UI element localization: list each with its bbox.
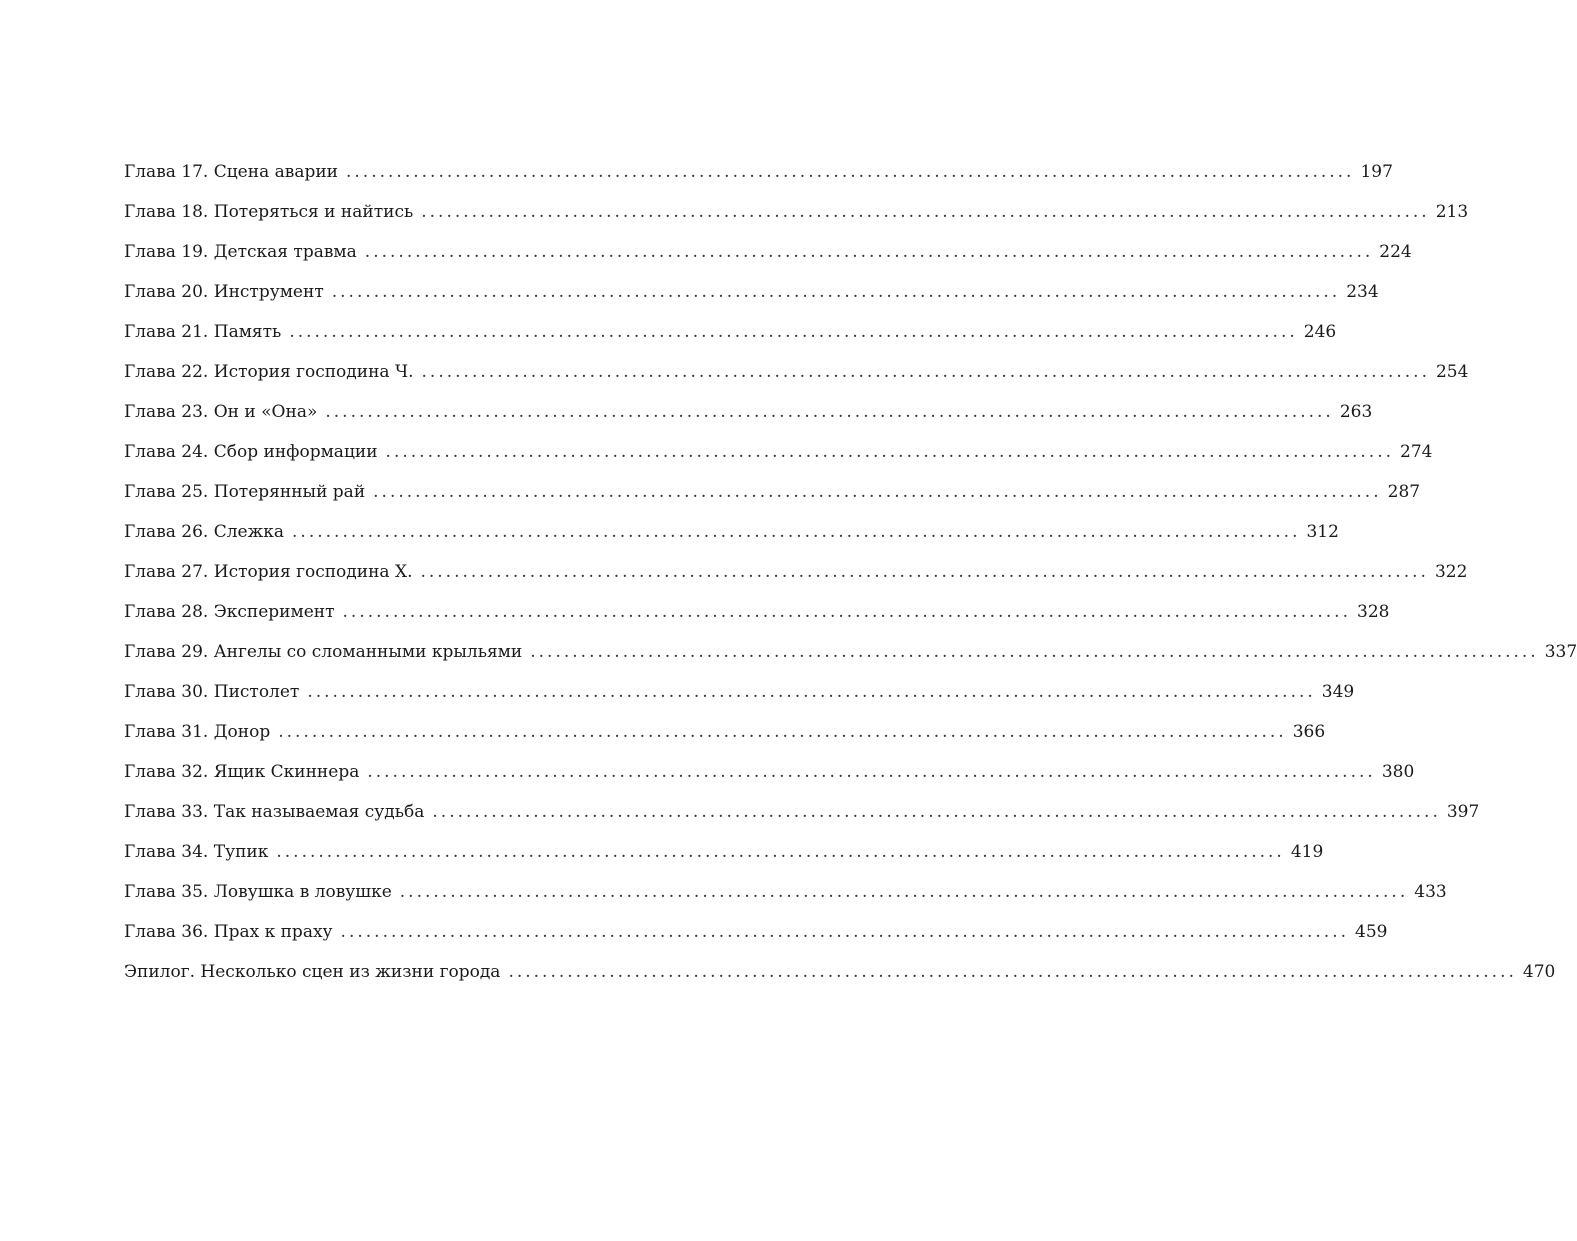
toc-entry-title: Глава 29. Ангелы со сломанными крыльями [124, 642, 523, 662]
toc-leader-dots: ........................................................................................................................ [346, 162, 1355, 182]
toc-leader-dots: ........................................................................................................................ [364, 242, 1374, 262]
toc-entry[interactable] [124, 320, 1337, 360]
toc-entry[interactable] [124, 840, 1324, 880]
toc-entry[interactable] [124, 640, 1577, 680]
toc-entry[interactable] [124, 720, 1326, 760]
toc-leader-dots: ........................................................................................................................ [399, 882, 1409, 902]
toc-entry[interactable] [124, 200, 1469, 240]
toc-entry-title: Глава 17. Сцена аварии [124, 162, 338, 182]
toc-leader-dots: ........................................................................................................................ [278, 722, 1287, 742]
toc-entry-page: 349 [1321, 682, 1355, 702]
toc-entry-page: 419 [1290, 842, 1324, 862]
toc-leader-dots: ........................................................................................................................ [385, 442, 1395, 462]
toc-entry-page: 380 [1381, 762, 1415, 782]
toc-entry[interactable] [124, 480, 1421, 520]
toc-entry[interactable] [124, 760, 1415, 800]
toc-leader-dots: ........................................................................................................................ [420, 562, 1429, 582]
toc-entry-page: 366 [1292, 722, 1326, 742]
toc-entry[interactable] [124, 920, 1388, 960]
toc-entry-page: 246 [1303, 322, 1337, 342]
toc-entry-title: Глава 23. Он и «Она» [124, 402, 318, 422]
toc-leader-dots: ........................................................................................................................ [325, 402, 1334, 422]
toc-entry-page: 234 [1346, 282, 1379, 302]
toc-entry-title: Глава 30. Пистолет [124, 682, 300, 702]
toc-leader-dots: ........................................................................................................................ [342, 602, 1351, 622]
toc-entry-title: Глава 20. Инструмент [124, 282, 324, 302]
toc-entry-page: 337 [1544, 642, 1577, 662]
toc-entry-page: 397 [1446, 802, 1480, 822]
toc-entry-title: Глава 34. Тупик [124, 842, 269, 862]
toc-entry[interactable] [124, 240, 1412, 280]
toc-entry[interactable] [124, 680, 1355, 720]
toc-entry-title: Глава 18. Потеряться и найтись [124, 202, 414, 222]
toc-entry-page: 433 [1414, 882, 1447, 902]
toc-entry[interactable] [124, 960, 1556, 1000]
toc-leader-dots: ........................................................................................................................ [292, 522, 1301, 542]
toc-entry[interactable] [124, 600, 1390, 640]
toc-entry[interactable] [124, 400, 1373, 440]
toc-entry-page: 213 [1435, 202, 1469, 222]
toc-leader-dots: ........................................................................................................................ [421, 362, 1430, 382]
toc-entry-title: Глава 28. Эксперимент [124, 602, 335, 622]
toc-entry[interactable] [124, 440, 1433, 480]
toc-leader-dots: ........................................................................................................................ [331, 282, 1341, 302]
toc-entry-page: 312 [1306, 522, 1339, 542]
toc-entry-page: 470 [1522, 962, 1556, 982]
toc-entry-title: Глава 33. Так называемая судьба [124, 802, 425, 822]
toc-entry-title: Глава 31. Донор [124, 722, 271, 742]
toc-entry-page: 459 [1355, 922, 1388, 942]
toc-entry-title: Глава 21. Память [124, 322, 282, 342]
toc-entry-title: Эпилог. Несколько сцен из жизни города [124, 962, 501, 982]
toc-entry[interactable] [124, 160, 1393, 200]
toc-leader-dots: ........................................................................................................................ [432, 802, 1441, 822]
toc-leader-dots: ........................................................................................................................ [530, 642, 1539, 662]
toc-entry-title: Глава 27. История господина Х. [124, 562, 413, 582]
toc-entry[interactable] [124, 360, 1469, 400]
toc-entry-page: 263 [1339, 402, 1373, 422]
toc-leader-dots: ........................................................................................................................ [340, 922, 1350, 942]
toc-entry-title: Глава 19. Детская травма [124, 242, 357, 262]
toc-entry-title: Глава 22. История господина Ч. [124, 362, 414, 382]
toc-entry-title: Глава 24. Сбор информации [124, 442, 378, 462]
toc-leader-dots: ........................................................................................................................ [307, 682, 1316, 702]
toc-entry-title: Глава 25. Потерянный рай [124, 482, 366, 502]
toc-entry[interactable] [124, 560, 1468, 600]
toc-leader-dots: ........................................................................................................................ [367, 762, 1376, 782]
toc-entry-title: Глава 36. Прах к праху [124, 922, 333, 942]
toc-leader-dots: ........................................................................................................................ [289, 322, 1298, 342]
toc-entry-page: 287 [1387, 482, 1421, 502]
toc-entry-title: Глава 35. Ловушка в ловушке [124, 882, 392, 902]
table-of-contents [124, 160, 1577, 1000]
toc-entry-page: 328 [1357, 602, 1390, 622]
toc-entry-page: 322 [1434, 562, 1468, 582]
toc-entry[interactable] [124, 280, 1379, 320]
toc-entry-title: Глава 26. Слежка [124, 522, 285, 542]
toc-entry[interactable] [124, 800, 1480, 840]
toc-leader-dots: ........................................................................................................................ [373, 482, 1382, 502]
toc-entry-page: 254 [1435, 362, 1469, 382]
toc-leader-dots: ........................................................................................................................ [276, 842, 1285, 862]
toc-entry-title: Глава 32. Ящик Скиннера [124, 762, 360, 782]
toc-entry[interactable] [124, 880, 1447, 920]
toc-leader-dots: ........................................................................................................................ [421, 202, 1430, 222]
toc-entry-page: 197 [1360, 162, 1393, 182]
toc-entry-page: 274 [1400, 442, 1433, 462]
toc-entry-page: 224 [1379, 242, 1412, 262]
toc-leader-dots: ........................................................................................................................ [508, 962, 1517, 982]
toc-entry[interactable] [124, 520, 1339, 560]
